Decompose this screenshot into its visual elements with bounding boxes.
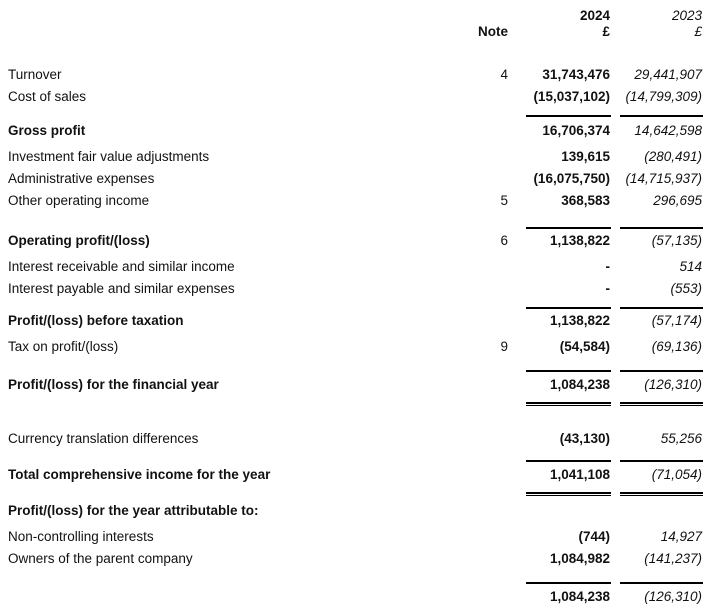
row-profit-before-taxation [0, 310, 710, 332]
value-2024: 139,615 [561, 149, 610, 164]
note-ref [448, 526, 508, 548]
value-2024: (43,130) [559, 431, 610, 446]
row-interest-receivable [0, 256, 710, 278]
row-tax-on-profit-loss [0, 336, 710, 358]
row-label: Cost of sales [8, 89, 87, 104]
row-label [0, 586, 448, 608]
value-2023 [610, 500, 710, 522]
value-2024: 368,583 [561, 193, 610, 208]
note-ref [448, 310, 508, 332]
row-label: Turnover [8, 67, 62, 82]
note-ref: 9 [500, 339, 508, 354]
row-label: Total comprehensive income for the year [8, 467, 271, 482]
row-owners-of-parent-company [0, 548, 710, 570]
value-2024: 31,743,476 [542, 67, 610, 82]
value-2024: (15,037,102) [533, 89, 610, 104]
value-2023: (14,715,937) [625, 171, 702, 186]
value-2023: 14,927 [660, 529, 702, 544]
value-2024: 1,084,238 [549, 589, 610, 604]
row-attributable-total [0, 586, 710, 608]
row-label: Interest payable and similar expenses [8, 281, 235, 296]
row-label: Non-controlling interests [8, 529, 154, 544]
row-label: Profit/(loss) before taxation [8, 313, 184, 328]
row-label: Currency translation differences [8, 431, 199, 446]
row-total-comprehensive-income [0, 464, 710, 486]
value-2023: 514 [679, 259, 702, 274]
single-rule [0, 460, 710, 462]
row-administrative-expenses [0, 168, 710, 190]
note-ref: 4 [500, 67, 508, 82]
note-ref [448, 464, 508, 486]
row-label: Administrative expenses [8, 171, 155, 186]
header-spacer [448, 8, 508, 24]
note-ref [448, 586, 508, 608]
note-ref [448, 256, 508, 278]
single-rule [0, 370, 710, 372]
row-label: Interest receivable and similar income [8, 259, 235, 274]
value-2023: (126,310) [644, 589, 702, 604]
row-label: Profit/(loss) for the financial year [8, 377, 219, 392]
row-investment-fair-value-adjustments [0, 146, 710, 168]
value-2023: (14,799,309) [625, 89, 702, 104]
value-2023: 296,695 [653, 193, 702, 208]
row-turnover [0, 64, 710, 86]
column-header-2023: 2023 [671, 8, 702, 23]
row-label: Operating profit/(loss) [8, 233, 150, 248]
value-2023: (553) [670, 281, 702, 296]
row-label: Owners of the parent company [8, 551, 193, 566]
table-header [0, 0, 710, 40]
value-2023: (71,054) [651, 467, 702, 482]
row-gross-profit [0, 120, 710, 142]
note-ref [448, 146, 508, 168]
value-2023: (69,136) [651, 339, 702, 354]
header-spacer [0, 24, 448, 40]
column-header-note: Note [478, 24, 508, 39]
row-label: Tax on profit/(loss) [8, 339, 119, 354]
value-2024: 1,084,238 [549, 377, 610, 392]
note-ref [448, 374, 508, 396]
value-2023: (141,237) [644, 551, 702, 566]
note-ref [448, 278, 508, 300]
double-rule [0, 402, 710, 407]
row-label: Gross profit [8, 123, 86, 138]
note-ref: 5 [500, 193, 508, 208]
single-rule [0, 582, 710, 584]
value-2023: (126,310) [644, 377, 702, 392]
value-2023: 14,642,598 [634, 123, 702, 138]
value-2024: - [605, 259, 610, 274]
note-ref [448, 548, 508, 570]
section-heading: Profit/(loss) for the year attributable to: [8, 503, 259, 518]
column-header-2024: 2024 [579, 8, 610, 23]
single-rule [0, 307, 710, 309]
double-rule [0, 492, 710, 497]
note-ref: 6 [500, 233, 508, 248]
value-2023: 55,256 [660, 431, 702, 446]
value-2024: (16,075,750) [533, 171, 610, 186]
row-cost-of-sales [0, 86, 710, 108]
row-label: Investment fair value adjustments [8, 149, 210, 164]
value-2024: - [605, 281, 610, 296]
row-attributable-to-heading [0, 500, 710, 522]
value-2024: (54,584) [559, 339, 610, 354]
value-2023: (280,491) [644, 149, 702, 164]
header-spacer [0, 8, 448, 24]
currency-symbol-2023: £ [694, 24, 702, 39]
value-2023: (57,174) [651, 313, 702, 328]
value-2024: 1,041,108 [549, 467, 610, 482]
value-2024: 16,706,374 [542, 123, 610, 138]
note-ref [448, 500, 508, 522]
value-2024 [508, 500, 610, 522]
single-rule [0, 227, 710, 229]
value-2023: (57,135) [651, 233, 702, 248]
value-2024: 1,138,822 [549, 233, 610, 248]
value-2024: 1,084,982 [549, 551, 610, 566]
row-non-controlling-interests [0, 526, 710, 548]
value-2023: 29,441,907 [634, 67, 702, 82]
note-ref [448, 86, 508, 108]
note-ref [448, 168, 508, 190]
row-operating-profit-loss [0, 230, 710, 252]
currency-symbol-2024: £ [602, 24, 610, 39]
row-interest-payable [0, 278, 710, 300]
value-2024: (744) [578, 529, 610, 544]
row-currency-translation-differences [0, 428, 710, 450]
row-profit-for-financial-year [0, 374, 710, 396]
single-rule [0, 115, 710, 117]
row-label: Other operating income [8, 193, 150, 208]
row-other-operating-income [0, 190, 710, 212]
note-ref [448, 428, 508, 450]
value-2024: 1,138,822 [549, 313, 610, 328]
note-ref [448, 120, 508, 142]
